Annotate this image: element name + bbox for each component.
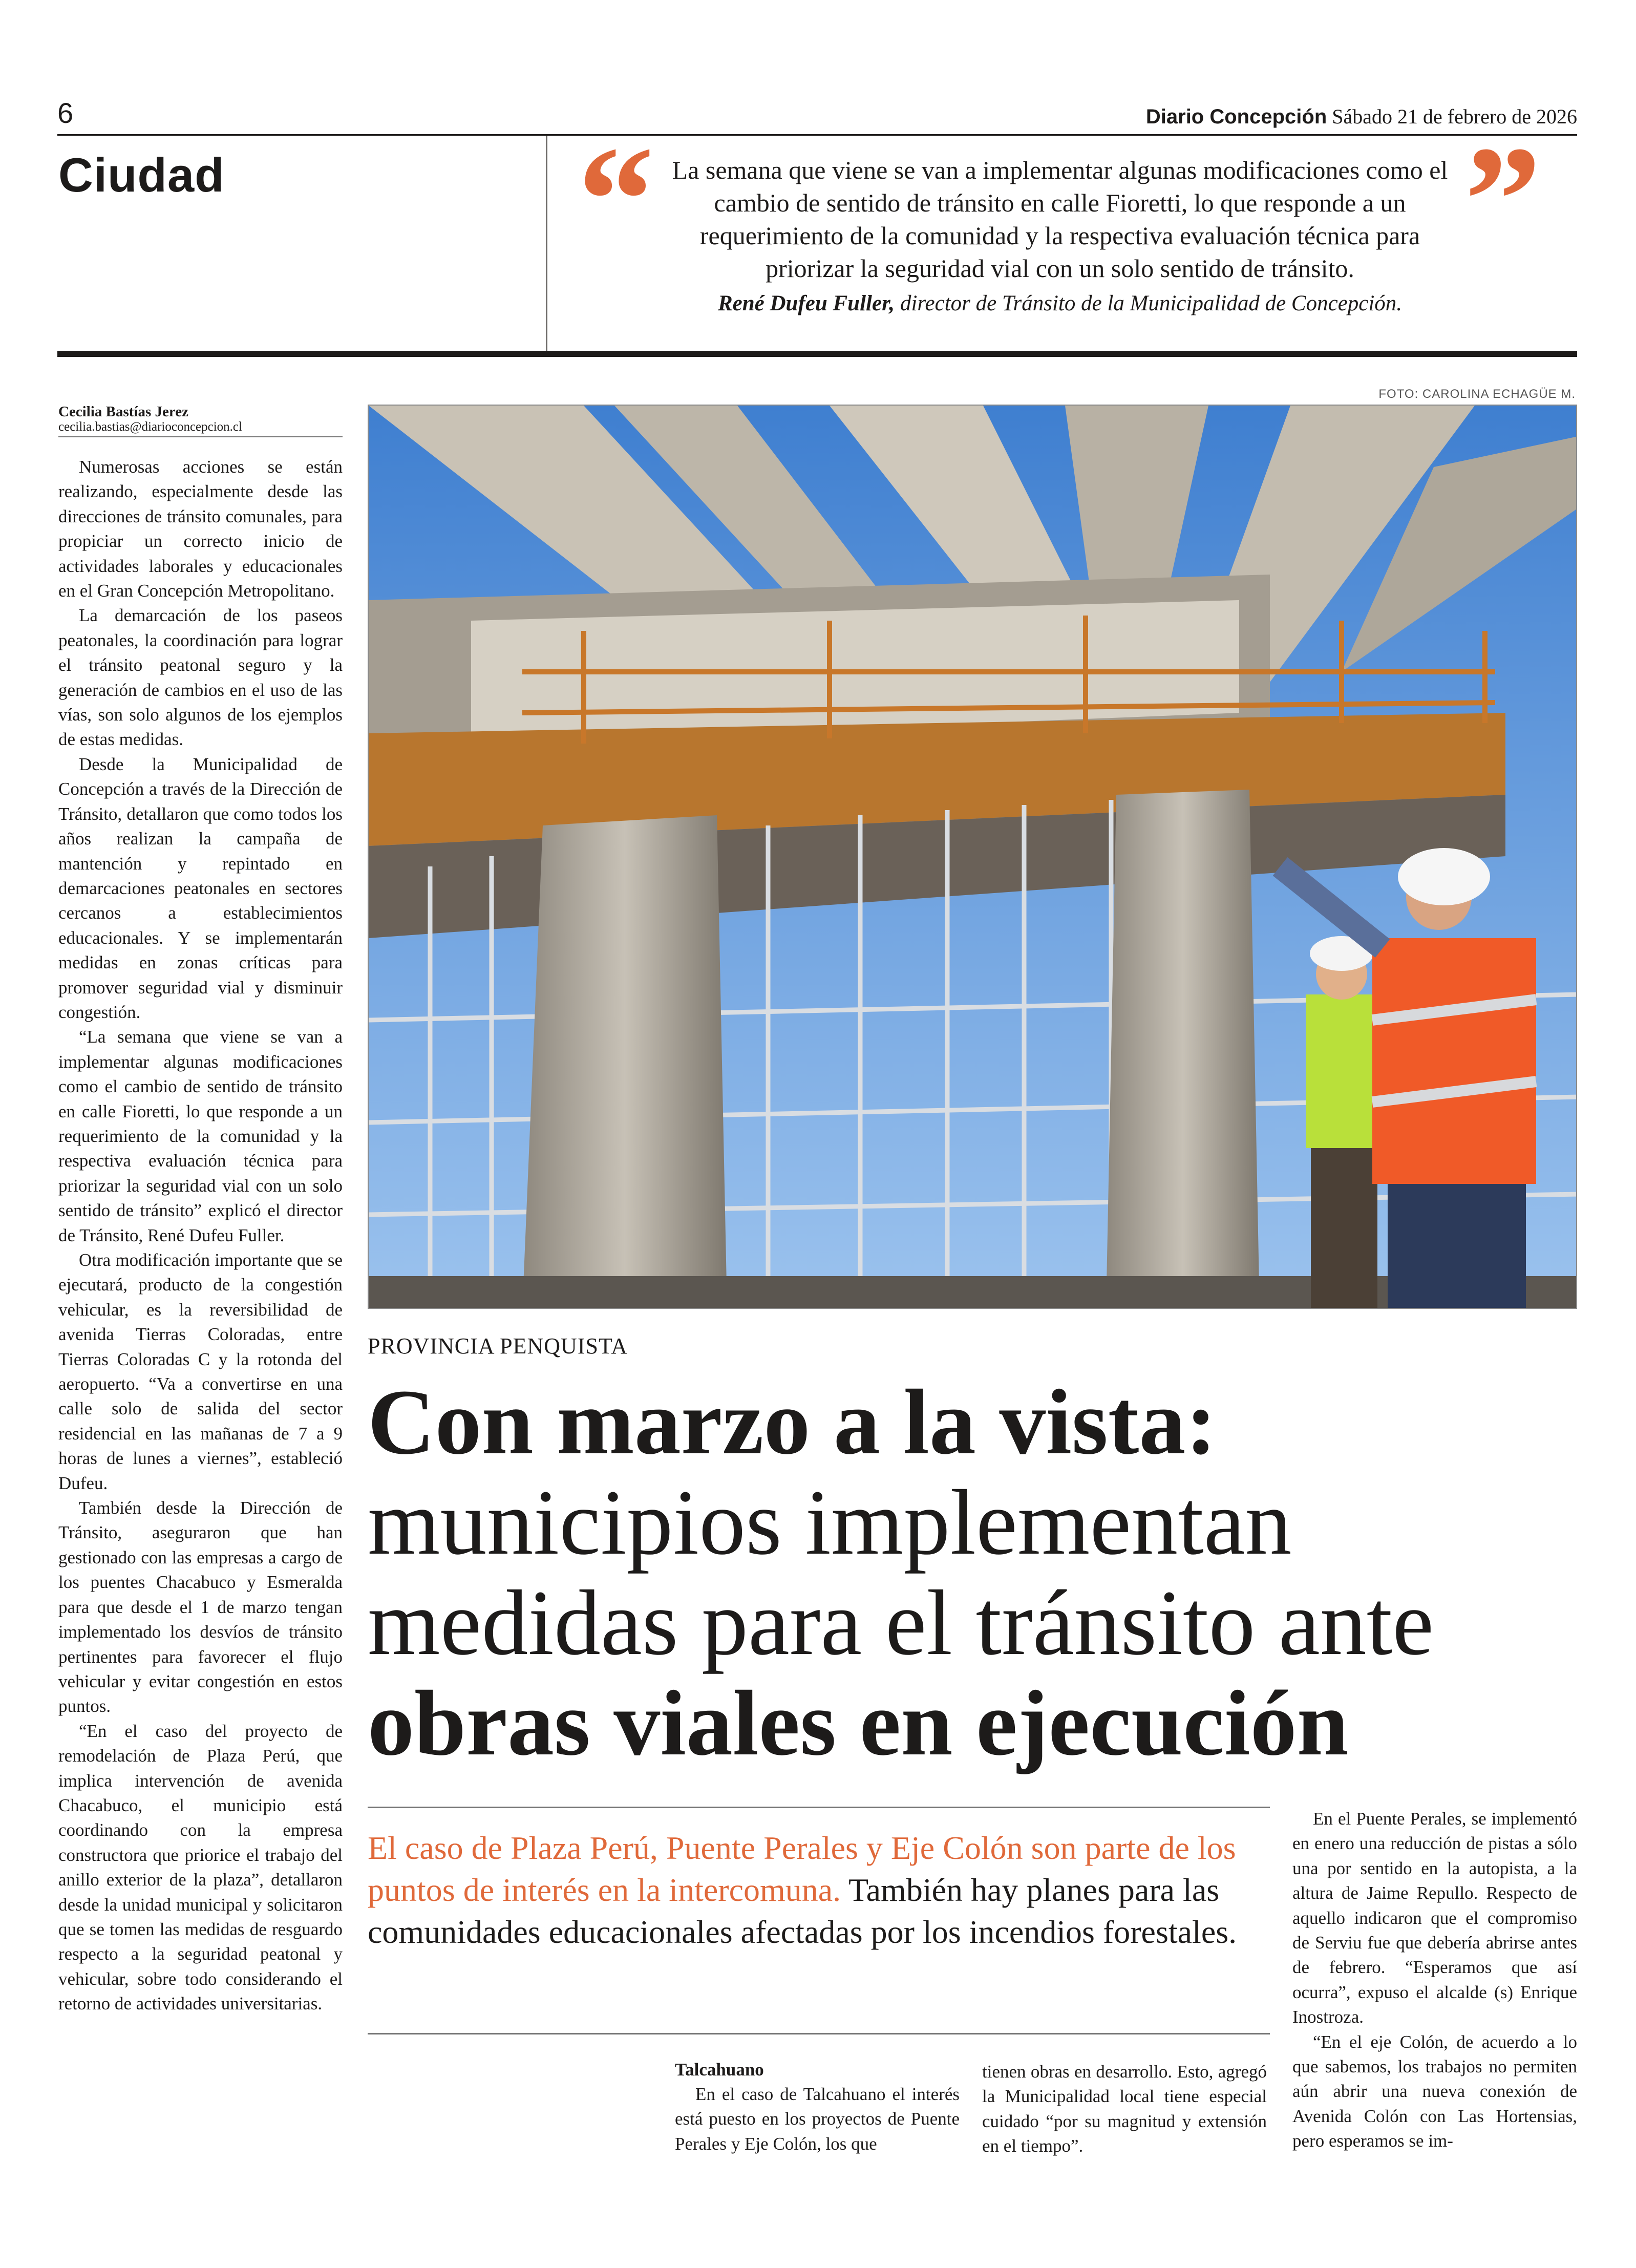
body-paragraph: En el Puente Perales, se implementó en enero una reducción de pistas a sólo una por sentido en la autopista, a la altura de Jaime Repullo. Respecto de aquello indicaron que el compromiso de Serviu fue que debería abrirse antes de febrero. “Esperamos que así ocurra”, expuso el alcalde (s) Enrique Inostroza.: [1292, 1809, 1577, 2027]
body-paragraph: “En el eje Colón, de acuerdo a lo que sabemos, los trabajos no permiten aún abrir una nueva conexión de Avenida Colón con Las Hortensias, pero esperamos se im-: [1292, 2031, 1577, 2151]
body-column-a: [675, 2082, 960, 2156]
close-quote-icon: ”: [1464, 115, 1541, 285]
open-quote-icon: “: [578, 115, 654, 285]
article-deck: [368, 1827, 1270, 1953]
byline-email[interactable]: cecilia.bastias@diarioconcepcion.cl: [58, 420, 242, 434]
concrete-column: [522, 815, 727, 1309]
main-photo[interactable]: [368, 405, 1577, 1309]
deck-rest: También hay planes para las comunidades educacionales afectadas por los incendios forestales.: [368, 1872, 1237, 1950]
photo-illustration: [369, 406, 1577, 1309]
attribution-name: René Dufeu Fuller,: [717, 291, 895, 315]
deck-highlight: El caso de Plaza Perú, Puente Perales y Eje Colón son parte de los puntos de interés en la intercomuna.: [368, 1830, 1236, 1908]
body-column-b: [982, 2060, 1267, 2159]
header-rule: [57, 134, 1577, 136]
body-paragraph: “En el caso del proyecto de remodelación de Plaza Perú, que implica intervención de avenida Chacabuco, el municipio está coordinando con la empresa constructora que priorice el trabajo del anillo exterior de la plaza”, detallaron desde la unidad municipal y solicitaron que se tomen las medidas de resguardo respecto a la seguridad peatonal y vehicular, sobre todo considerando el retorno de actividades universitarias.: [58, 1721, 343, 2014]
body-paragraph: Otra modificación importante que se ejecutará, producto de la congestión vehicular, es la reversibilidad de avenida Tierras Coloradas, entre Tierras Coloradas C y la rotonda del aeropuerto. “Va a convertirse en una calle solo de salida del sector residencial en las mañanas de 7 a 9 horas de lunes a viernes”, estableció Dufeu.: [58, 1250, 343, 1493]
publication-date: Sábado 21 de febrero de 2026: [1332, 105, 1577, 128]
concrete-column: [1106, 790, 1260, 1309]
body-paragraph: La demarcación de los paseos peatonales, la coordinación para lograr el tránsito peatonal seguro y la generación de cambios en el uso de las vías, son solo algunos de los ejemplos de estas medidas.: [58, 605, 343, 750]
pull-quote-attribution: [655, 291, 1464, 316]
body-paragraph: También desde la Dirección de Tránsito, aseguraron que han gestionado con las empresas a cargo de los puentes Chacabuco y Esmeralda para que desde el 1 de marzo tengan implementado los desvíos de tránsito pertinentes para favorecer el flujo vehicular y evitar congestión en estos puntos.: [58, 1498, 343, 1716]
headline-line: Con marzo a la vista:: [368, 1371, 1217, 1474]
subhead-talcahuano: Talcahuano: [675, 2060, 764, 2080]
attribution-role: director de Tránsito de la Municipalidad de Concepción.: [895, 291, 1403, 315]
body-column-right: [1292, 1807, 1577, 2154]
left-column: [58, 455, 343, 2017]
publication-name: Diario Concepción: [1145, 105, 1327, 128]
photo-credit: FOTO: CAROLINA ECHAGÜE M.: [1378, 387, 1576, 401]
body-paragraph: tienen obras en desarrollo. Esto, agregó la Municipalidad local tiene especial cuidado “por su magnitud y extensión en el tiempo”.: [982, 2062, 1267, 2156]
byline-name: Cecilia Bastías Jerez: [58, 404, 188, 420]
deck-rule: [368, 2033, 1270, 2034]
pull-quote-text: La semana que viene se van a implementar algunas modificaciones como el cambio de sentido de tránsito en calle Fioretti, lo que responde a un requerimiento de la comunidad y la respectiva evaluación técnica para priorizar la seguridad vial con un solo sentido de tránsito.: [672, 156, 1448, 283]
body-paragraph: En el caso de Talcahuano el interés está puesto en los proyectos de Puente Perales y Eje Colón, los que: [675, 2084, 960, 2154]
page-number: 6: [57, 97, 74, 129]
article-kicker: PROVINCIA PENQUISTA: [368, 1333, 628, 1359]
body-paragraph: Numerosas acciones se están realizando, especialmente desde las direcciones de tránsito comunales, para propiciar un correcto inicio de actividades laborales y educacionales en el Gran Concepción Metropolitano.: [58, 457, 343, 601]
body-paragraph: “La semana que viene se van a implementar algunas modificaciones como el cambio de sentido de tránsito en calle Fioretti, lo que responde a un requerimiento de la comunidad y la respectiva evaluación técnica para priorizar la seguridad vial con un solo sentido de tránsito” explicó el director de Tránsito, René Dufeu Fuller.: [58, 1027, 343, 1245]
headline-line: medidas para el tránsito ante: [368, 1572, 1434, 1674]
headline-line: obras viales en ejecución: [368, 1672, 1349, 1775]
headline-line: municipios implementan: [368, 1471, 1292, 1574]
section-title: Ciudad: [58, 148, 225, 202]
byline-rule: [58, 436, 343, 437]
quote-divider: [546, 136, 547, 351]
deck-rule: [368, 1807, 1270, 1808]
header-thick-rule: [57, 351, 1577, 357]
body-paragraph: Desde la Municipalidad de Concepción a través de la Dirección de Tránsito, detallaron que como todos los años realizan la campaña de mantención y repintado en demarcaciones peatonales en sectores cercanos a establecimientos educacionales. Y se implementarán medidas en zonas críticas para promover seguridad vial y disminuir congestión.: [58, 754, 343, 1022]
article-headline: [368, 1372, 1577, 1774]
